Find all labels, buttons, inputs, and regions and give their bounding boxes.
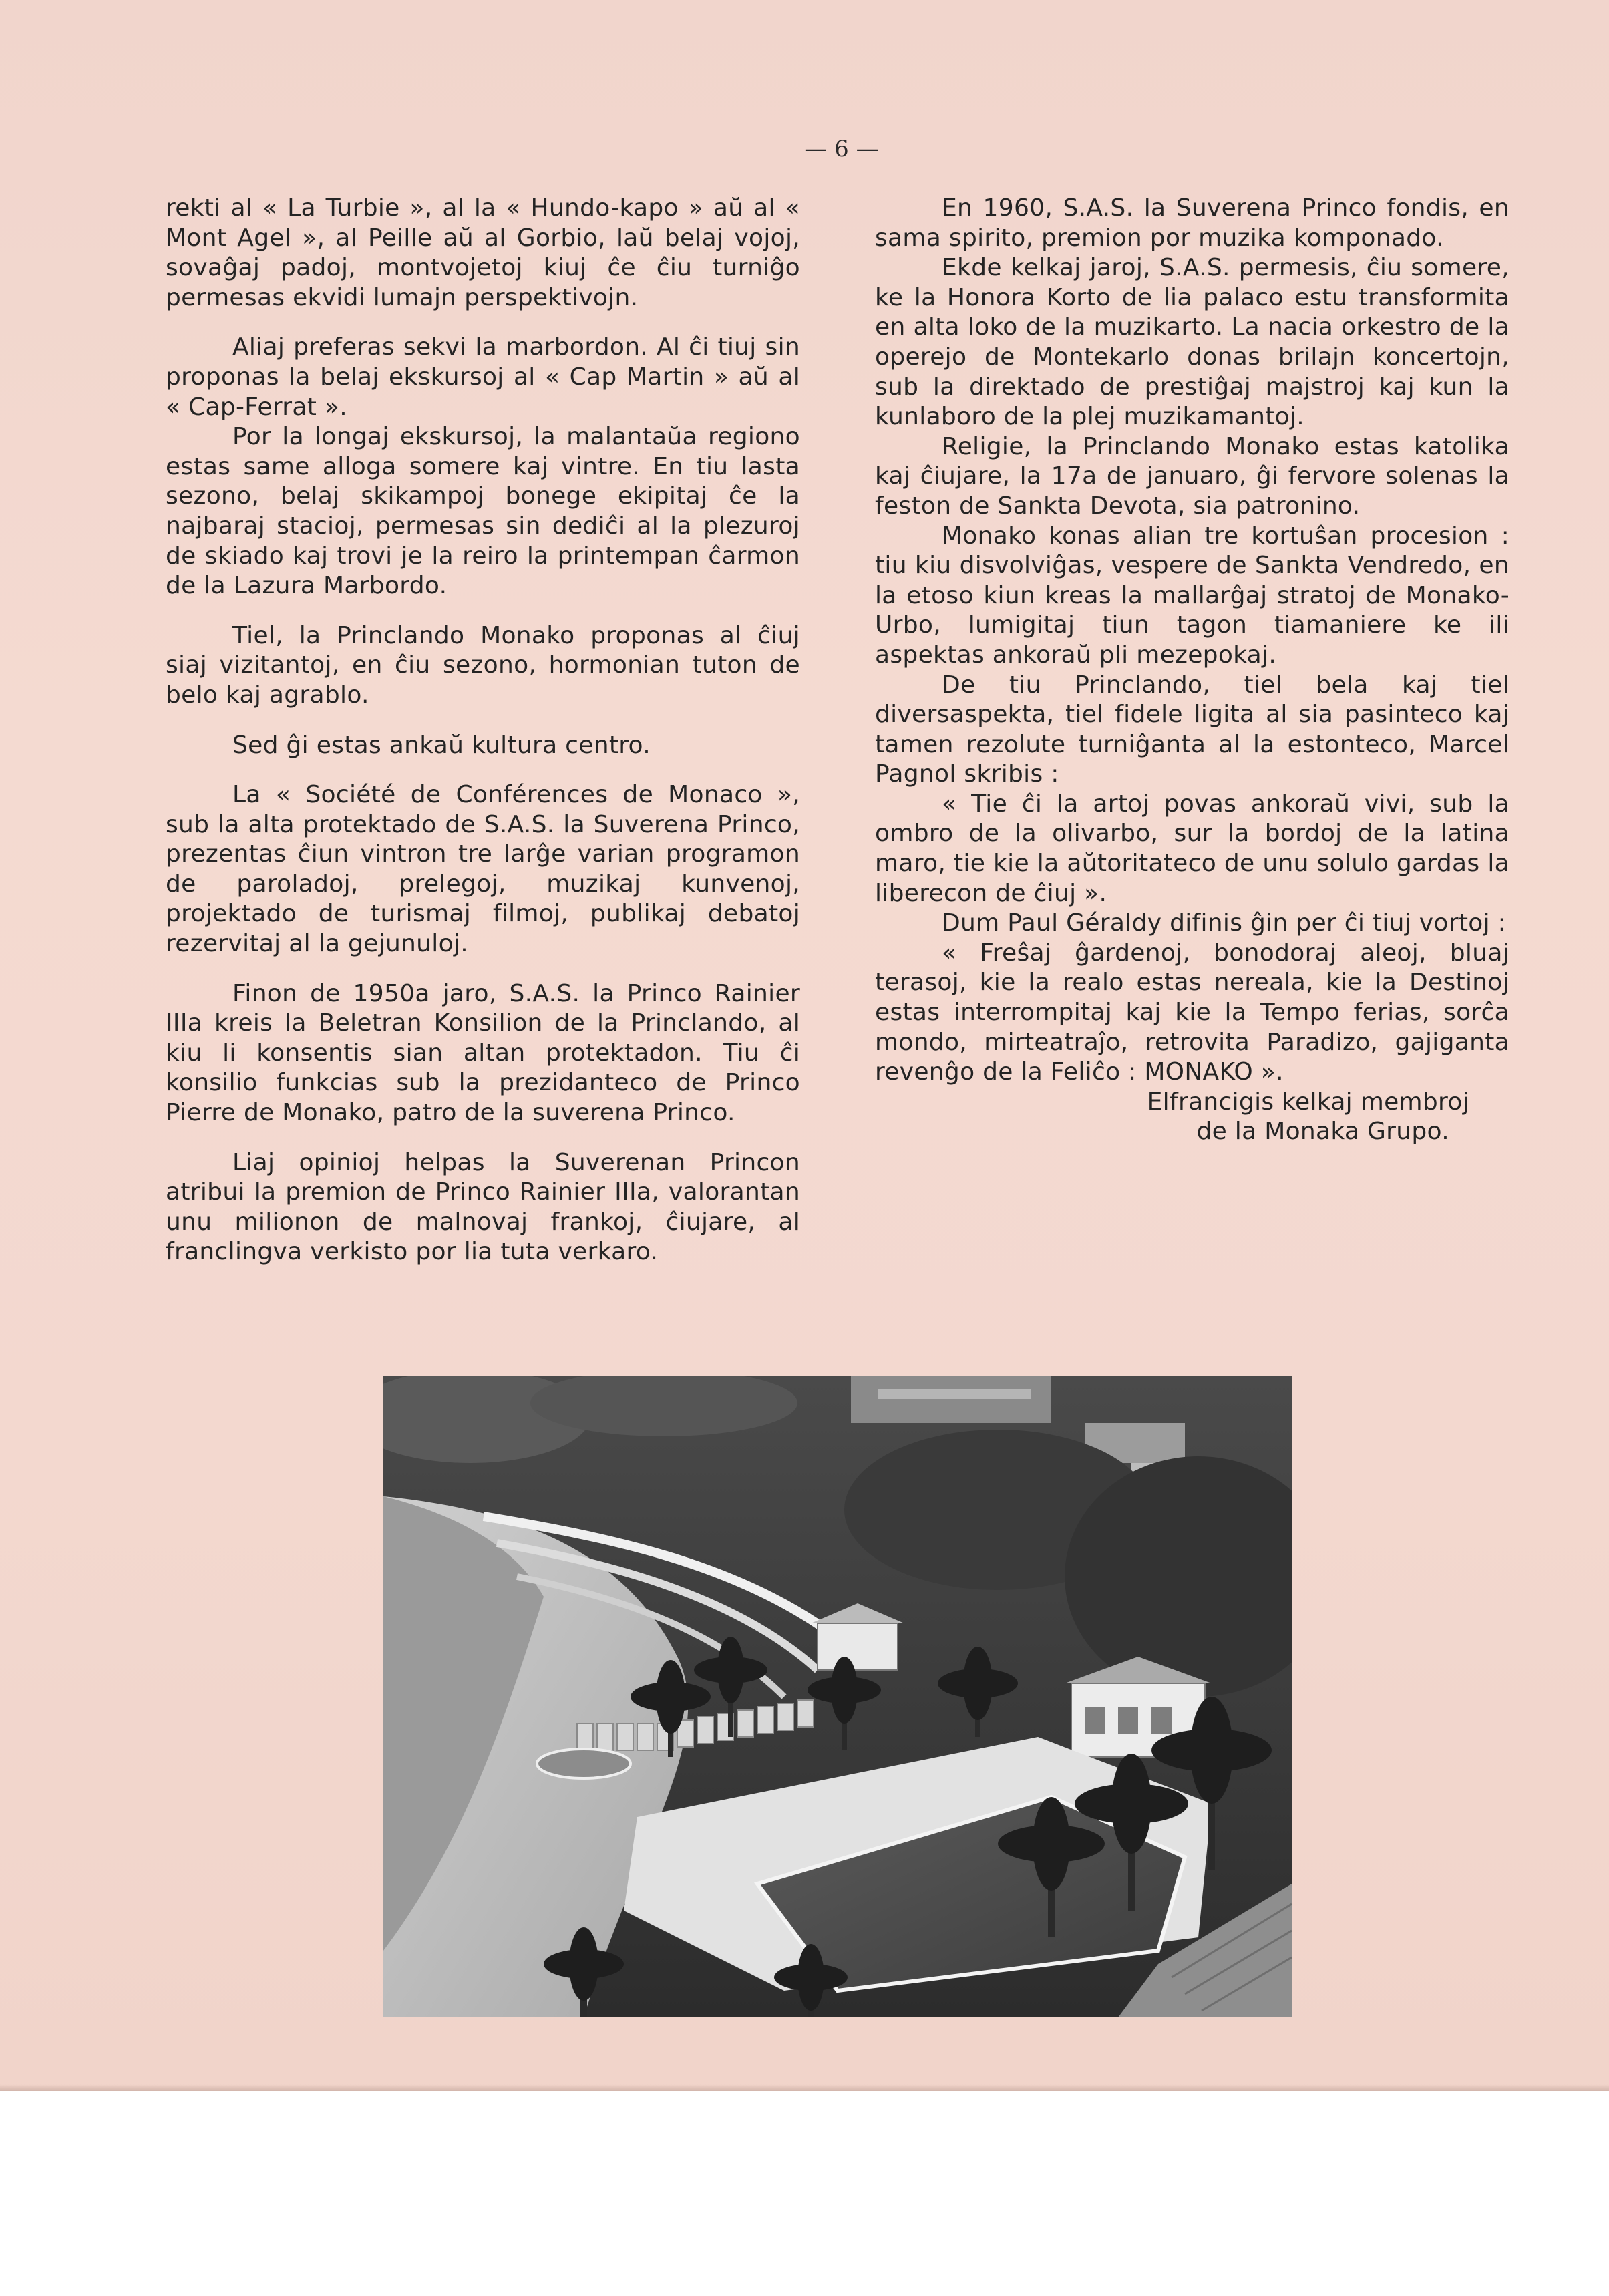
page-number: — 6 — xyxy=(804,136,879,162)
paragraph: De tiu Princlando, tiel bela kaj tiel diversaspekta, tiel fidele ligita al sia pasinteco kaj tamen rezolute turniĝanta al la estonteco, Marcel Pagnol skribis : xyxy=(875,671,1509,788)
quotation: « Tie ĉi la artoj povas ankoraŭ vivi, sub la ombro de la olivarbo, sur la bordoj de la latina maro, tie kie la aŭtoritateco de unu solulo gardas la liberecon de ĉiuj ». xyxy=(875,790,1509,907)
paragraph: Liaj opinioj helpas la Suverenan Princon atribui la premion de Princo Rainier IIIa, valorantan unu milionon de malnovaj frankoj, ĉiujare, al franclingva verkisto por lia tuta verkaro. xyxy=(166,1148,800,1266)
quotation: « Freŝaj ĝardenoj, bonodoraj aleoj, bluaj terasoj, kie la realo estas nereala, kie la Destinoj estas interrompitaj kaj kie la Tempo ferias, sorĉa mondo, mirteatraĵo, retrovita Paradizo, gajiganta revenĝo de la Feliĉo : MONAKO ». xyxy=(875,939,1509,1086)
paragraph: rekti al « La Turbie », al la « Hundo-kapo » aŭ al « Mont Agel », al Peille aŭ al Gorbio, laŭ belaj vojoj, sovaĝaj padoj, montvojetoj kiuj ĉe ĉiu turniĝo permesas ekvidi lumajn perspektivojn. xyxy=(166,194,800,311)
paragraph: Ekde kelkaj jaroj, S.A.S. permesis, ĉiu somere, ke la Honora Korto de lia palaco estu transformita en alta loko de la muzikarto. La nacia orkestro de la operejo de Montekarlo donas brilajn koncertojn, sub la direktado de prestiĝaj majstroj kaj kun la kunlaboro de la plej muzikamantoj. xyxy=(875,254,1509,431)
paragraph: Tiel, la Princlando Monako proponas al ĉiuj siaj vizitantoj, en ĉiu sezono, hormonian tuton de belo kaj agrablo. xyxy=(166,621,800,709)
paragraph: Religie, la Princlando Monako estas katolika kaj ĉiujare, la 17a de januaro, ĝi fervore solenas la feston de Sankta Devota, sia patronino. xyxy=(875,432,1509,520)
paragraph: Aliaj preferas sekvi la marbordon. Al ĉi tiuj sin proponas la belaj ekskursoj al « Cap Martin » aŭ al « Cap-Ferrat ». xyxy=(166,333,800,421)
left-column xyxy=(166,194,800,1267)
signature-line: de la Monaka Grupo. xyxy=(1196,1118,1449,1146)
beach-pool-photo-icon xyxy=(383,1376,1292,2017)
paragraph: Sed ĝi estas ankaŭ kultura centro. xyxy=(232,731,651,759)
right-column xyxy=(875,194,1509,1147)
paragraph: Monako konas alian tre kortuŝan procesion : tiu kiu disvolviĝas, vespere de Sankta Vendredo, en la etoso kiun kreas la mallarĝaj stratoj de Monako-Urbo, lumigitaj tiun tagon tiamaniere ke ili aspektas ankoraŭ pli mezepokaj. xyxy=(875,522,1509,669)
paragraph: En 1960, S.A.S. la Suverena Princo fondis, en sama spirito, premion por muzika komponado. xyxy=(875,194,1509,252)
beach-pool-photo xyxy=(383,1376,1292,2017)
paragraph: Por la longaj ekskursoj, la malantaŭa regiono estas same alloga somere kaj vintre. En tiu lasta sezono, belaj skikampoj bonege ekipitaj ĉe la najbaraj stacioj, permesas sin dediĉi al la plezuroj de skiado kaj trovi je la reiro la printempan ĉarmon de la Lazura Marbordo. xyxy=(166,423,800,600)
paragraph: La « Société de Conférences de Monaco », sub la alta protektado de S.A.S. la Suverena Princo, prezentas ĉiun vintron tre larĝe varian programon de paroladoj, prelegoj, muzikaj kunvenoj, projektado de turismaj filmoj, publikaj debatoj rezervitaj al la gejunuloj. xyxy=(166,781,800,958)
signature-line: Elfrancigis kelkaj membroj xyxy=(1147,1088,1469,1116)
paragraph: Finon de 1950a jaro, S.A.S. la Princo Rainier IIIa kreis la Beletran Konsilion de la Princlando, al kiu li konsentis sian altan protektadon. Tiu ĉi konsilio funkcias sub la prezidanteco de Princo Pierre de Monako, patro de la suverena Princo. xyxy=(166,979,800,1127)
paragraph: Dum Paul Géraldy difinis ĝin per ĉi tiuj vortoj : xyxy=(942,909,1507,937)
